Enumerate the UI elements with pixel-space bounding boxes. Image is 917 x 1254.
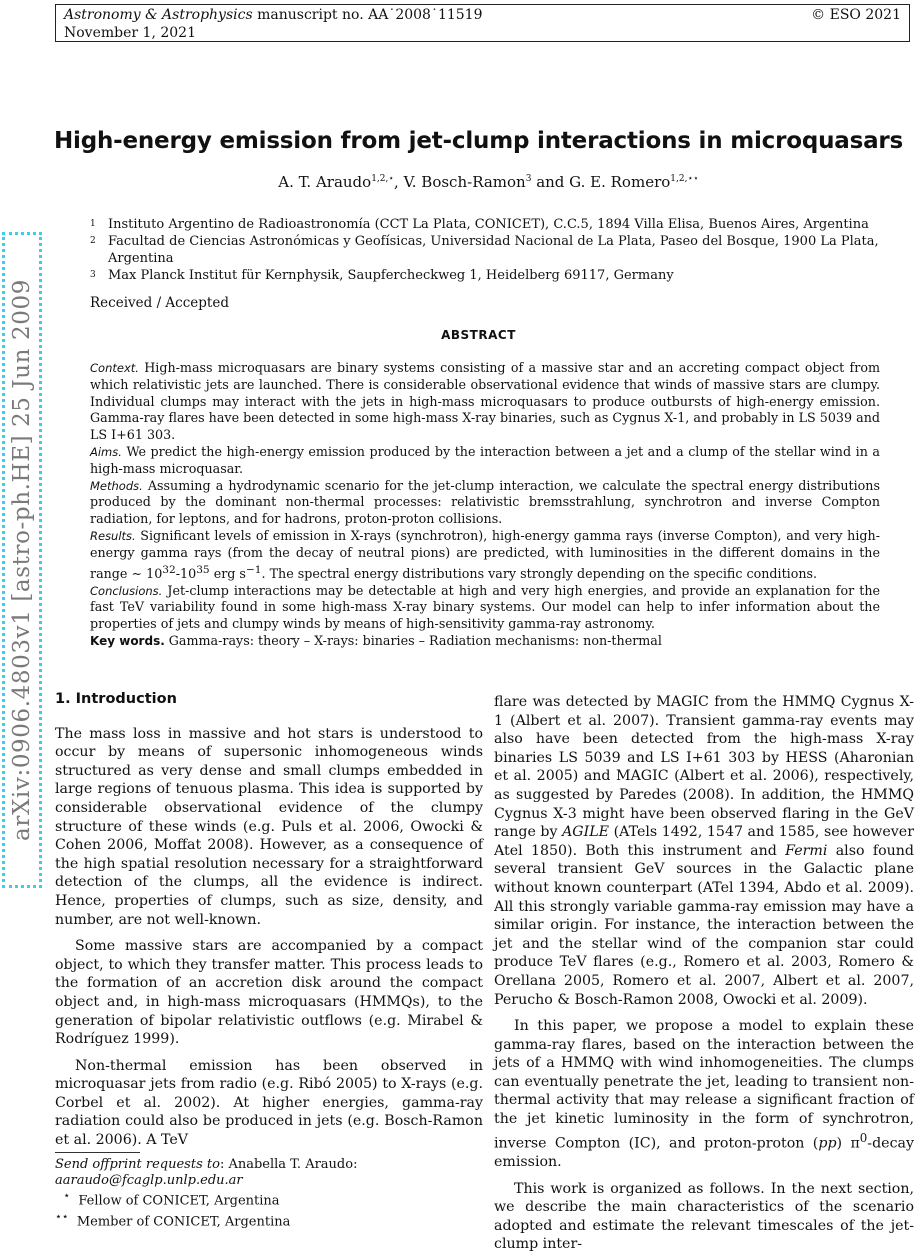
left-column: [55, 690, 483, 1150]
abstract-aims: Aims. We predict the high-energy emission produced by the interaction between a jet and a clump of the stellar wind in a high-mass microquasar.: [90, 443, 880, 476]
keywords: Key words. Gamma-rays: theory – X-rays: binaries – Radiation mechanisms: non-thermal: [90, 633, 662, 648]
intro-paragraph: The mass loss in massive and hot stars is understood to occur by means of supersonic inhomogeneous winds structured as very dense and small clumps embedded in large regions of tenuous plasma. This idea is supported by considerable observational evidence of the clumpy structure of these winds (e.g. Puls et al. 2006, Owocki & Cohen 2006, Moffat 2008). However, as a consequence of the high spatial resolution necessary for a straightforward detection of the clumps, all the evidence is indirect. Hence, properties of clumps, such as size, density, and number, are not well-known.: [55, 725, 483, 928]
journal-line: Astronomy & Astrophysics manuscript no. AA˙2008˙11519: [64, 7, 483, 23]
affiliation-item: 1 Instituto Argentino de Radioastronomía (CCT La Plata, CONICET), C.C.5, 1894 Villa Elisa, Buenos Aires, Argentina: [90, 217, 869, 232]
paper-title: High-energy emission from jet-clump interactions in microquasars: [53, 128, 904, 154]
affiliation-item: 3 Max Planck Institut für Kernphysik, Saupfercheckweg 1, Heidelberg 69117, Germany: [90, 268, 674, 283]
offprint-line: Send offprint requests to: Anabella T. Araudo:: [55, 1157, 358, 1172]
abstract-conclusions: Conclusions. Jet-clump interactions may be detectable at high and very high energies, and provide an explanation for the fast TeV variability found in some high-mass X-ray binary systems. Our model can help to infer information about the properties of jets and clumpy winds by means of high-sensitivity gamma-ray astronomy.: [90, 582, 880, 632]
intro-paragraph: flare was detected by MAGIC from the HMMQ Cygnus X-1 (Albert et al. 2007). Transient gamma-ray events may also have been detected from the high-mass X-ray binaries LS 5039 and LS I+61 303 by HESS (Aharonian et al. 2005) and MAGIC (Albert et al. 2006), respectively, as suggested by Paredes (2008). In addition, the HMMQ Cygnus X-3 might have been observed flaring in the GeV range by AGILE (ATels 1492, 1547 and 1585, see however Atel 1850). Both this instrument and Fermi also found several transient GeV sources in the Galactic plane without known counterpart (ATel 1394, Abdo et al. 2009). All this strongly variable gamma-ray emission may have a similar origin. For instance, the interaction between the jet and the stellar wind of the companion star could produce TeV flares (e.g., Romero et al. 2003, Romero & Orellana 2005, Romero et al. 2007, Albert et al. 2007, Perucho & Bosch-Ramon 2008, Owocki et al. 2009).: [494, 694, 914, 1008]
affiliations: [90, 216, 890, 284]
footnote-rule: [55, 1152, 140, 1153]
abstract-methods: Methods. Assuming a hydrodynamic scenario for the jet-clump interaction, we calculate the spectral energy distributions produced by the dominant non-thermal processes: relativistic bremsstrahlung, synchrotron and inverse Compton radiation, for leptons, and for hadrons, proton-proton collisions.: [90, 477, 880, 527]
intro-paragraph: In this paper, we propose a model to explain these gamma-ray flares, based on the interaction between the jets of a HMMQ with wind inhomogeneities. The clumps can eventually penetrate the jet, leading to transient non-thermal activity that may release a significant fraction of the jet kinetic luminosity in the form of synchrotron, inverse Compton (IC), and proton-proton (pp) $\pi^0$-decay emission.: [494, 1018, 914, 1170]
section-heading-introduction: 1. Introduction: [55, 691, 177, 707]
arxiv-identifier[interactable]: arXiv:0906.4803v1 [astro-ph.HE] 25 Jun 2009: [9, 279, 35, 841]
received-line: Received / Accepted: [90, 295, 229, 311]
author-list: A. T. Araudo$^{1,2,⋆}$, V. Bosch-Ramon$^3$ and G. E. Romero$^{1,2,⋆⋆}$: [278, 173, 699, 191]
footnote-fellow: ⋆ Fellow of CONICET, Argentina: [63, 1189, 280, 1209]
intro-paragraph: This work is organized as follows. In the next section, we describe the main characteristics of the scenario adopted and estimate the relevant timescales of the jet-clump inter-: [494, 1180, 914, 1253]
abstract-context: Context. High-mass microquasars are binary systems consisting of a massive star and an accreting compact object from which relativistic jets are launched. There is considerable observational evidence that winds of massive stars are clumpy. Individual clumps may interact with the jets in high-mass microquasars to produce outbursts of high-energy emission. Gamma-ray flares have been detected in some high-mass X-ray binaries, such as Cygnus X-1, and probably in LS 5039 and LS I+61 303.: [90, 360, 880, 443]
offprint-email[interactable]: aaraudo@fcaglp.unlp.edu.ar: [55, 1172, 243, 1188]
right-column: [494, 693, 914, 1254]
footnote-member: ⋆⋆ Member of CONICET, Argentina: [55, 1209, 291, 1230]
abstract-body: [90, 360, 880, 633]
intro-paragraph: Some massive stars are accompanied by a compact object, to which they transfer matter. This process leads to the formation of an accretion disk around the compact object and, in high-mass microquasars (HMMQs), to the generation of bipolar relativistic outflows (e.g. Mirabel & Rodríguez 1999).: [55, 938, 483, 1048]
header-date: November 1, 2021: [64, 25, 196, 41]
intro-paragraph: Non-thermal emission has been observed in microquasar jets from radio (e.g. Ribó 2005) to X-rays (e.g. Corbel et al. 2002). At higher energies, gamma-ray radiation could also be produced in jets (e.g. Bosch-Ramon et al. 2006). A TeV: [55, 1057, 483, 1149]
abstract-heading: ABSTRACT: [441, 328, 516, 342]
running-header: [55, 4, 910, 42]
footnotes: [55, 1157, 485, 1230]
header-copyright: © ESO 2021: [811, 7, 901, 23]
abstract-results: Results. Significant levels of emission in X-rays (synchrotron), high-energy gamma rays (inverse Compton), and very high-energy gamma rays (from the decay of neutral pions) are predicted, with luminosities in the different domains in the range ∼ $10^{32}-10^{35}$ erg $s^{-1}$. The spectral energy distributions vary strongly depending on the specific conditions.: [90, 527, 880, 581]
affiliation-item: 2 Facultad de Ciencias Astronómicas y Geofísicas, Universidad Nacional de La Plata, Paseo del Bosque, 1900 La Plata, Argentina: [90, 234, 879, 266]
